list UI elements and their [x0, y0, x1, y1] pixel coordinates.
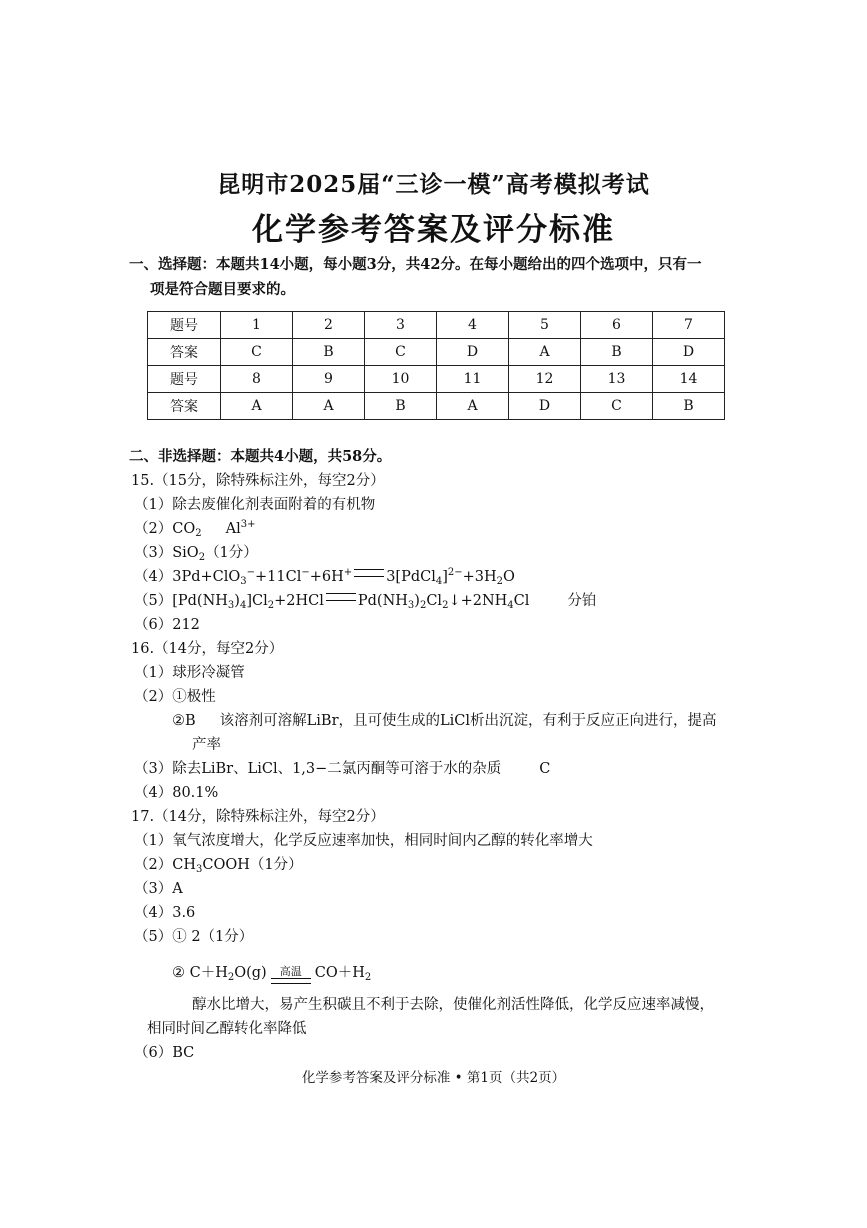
- eq-part: ): [234, 593, 240, 609]
- q15-answer-3: [134, 543, 258, 563]
- table-cell: 8: [221, 366, 293, 393]
- eq-sub: 2: [227, 972, 235, 983]
- table-row: [148, 339, 725, 366]
- q15-a3-suffix: （1分）: [205, 545, 258, 561]
- table-cell: A: [437, 393, 509, 420]
- document-title: 化学参考答案及评分标准: [252, 212, 615, 248]
- q17-answer-3: （3）A: [134, 881, 183, 897]
- eq-part: ]Cl: [246, 593, 268, 609]
- table-cell: A: [293, 393, 365, 420]
- eq-part: CO＋H: [314, 965, 365, 981]
- equals-sign: [326, 593, 356, 601]
- answer-table: [147, 311, 725, 420]
- eq-sub: 4: [507, 600, 514, 611]
- q16-answer-4: （4）80.1%: [134, 785, 219, 801]
- table-cell: 9: [293, 366, 365, 393]
- q16-answer-2b-cont: 产率: [192, 737, 221, 753]
- q17-answer-5c: 醇水比增大，易产生积碳且不利于去除，使催化剂活性降低，化学反应速率减慢，: [192, 997, 714, 1013]
- eq-sub: 4: [239, 600, 247, 611]
- q15-a2-prefix: （2）CO: [134, 521, 196, 537]
- formula-sub: 3: [195, 864, 203, 875]
- table-cell: 2: [293, 312, 365, 339]
- q15-a5-extra: 分铂: [567, 593, 597, 609]
- row-label-cell: 答案: [148, 339, 221, 366]
- section1-label: 一、选择题：本题共14小题，每小题3分，共42分。在每小题给出的四个选项中，只有一: [129, 256, 702, 273]
- eq-part: +3H: [462, 569, 497, 585]
- table-cell: A: [221, 393, 293, 420]
- eq-part: ): [414, 593, 420, 609]
- q17-answer-1: （1）氧气浓度增大，化学反应速率加快，相同时间内乙醇的转化率增大: [134, 833, 593, 849]
- q15-answer-2: [134, 519, 255, 539]
- table-cell: D: [437, 339, 509, 366]
- q17-heading: 17.（14分，除特殊标注外，每空2分）: [131, 809, 385, 825]
- table-cell: B: [581, 339, 653, 366]
- q15-a2-sub: 2: [195, 528, 202, 539]
- eq-part: O: [503, 569, 515, 585]
- q16-a2b-label: ②B: [172, 713, 196, 729]
- eq-sub: 3: [407, 600, 415, 611]
- q15-heading: 15.（15分，除特殊标注外，每空2分）: [131, 473, 385, 489]
- eq-sup: 2−: [447, 567, 463, 578]
- table-cell: 10: [365, 366, 437, 393]
- table-cell: C: [365, 339, 437, 366]
- table-cell: D: [653, 339, 725, 366]
- q15-answer-5-equation: [134, 591, 596, 611]
- q16-a3-text: （3）除去LiBr、LiCl、1,3−二氯丙酮等可溶于水的杂质: [134, 761, 502, 777]
- q15-answer-4-equation: [134, 567, 515, 587]
- row-label-cell: 答案: [148, 393, 221, 420]
- eq-sup: −: [246, 567, 256, 578]
- table-cell: 7: [653, 312, 725, 339]
- eq-sub: 2: [364, 972, 372, 983]
- table-cell: 12: [509, 366, 581, 393]
- q16-answer-2b: [172, 711, 717, 731]
- eq-part: O(g): [234, 965, 267, 981]
- table-cell: B: [365, 393, 437, 420]
- q16-heading: 16.（14分，每空2分）: [131, 641, 284, 657]
- eq-part: ② C＋H: [172, 965, 228, 981]
- table-cell: 14: [653, 366, 725, 393]
- equals-sign: [354, 569, 384, 577]
- q17-answer-2: [134, 855, 303, 875]
- table-cell: C: [581, 393, 653, 420]
- table-row: [148, 393, 725, 420]
- eq-part: +11Cl: [255, 569, 302, 585]
- equals-sign: [271, 978, 311, 984]
- eq-part: （4）3Pd+ClO: [134, 569, 241, 585]
- q15-a2-sup: 3+: [240, 519, 256, 530]
- eq-sub: 3: [227, 600, 235, 611]
- table-cell: 3: [365, 312, 437, 339]
- table-cell: D: [509, 393, 581, 420]
- q16-answer-1: （1）球形冷凝管: [134, 665, 245, 681]
- eq-part: 3[PdCl: [386, 569, 436, 585]
- table-cell: 11: [437, 366, 509, 393]
- eq-sub: 2: [267, 600, 275, 611]
- table-cell: C: [221, 339, 293, 366]
- q17-answer-5: （5）① 2（1分）: [134, 929, 254, 945]
- eq-sub: 2: [419, 600, 427, 611]
- eq-sub: 2: [442, 600, 449, 611]
- eq-part: （5）[Pd(NH: [134, 593, 228, 609]
- eq-part: ]: [442, 569, 448, 585]
- eq-part: Pd(NH: [357, 593, 408, 609]
- condition-text: 高温: [279, 965, 302, 978]
- eq-sup: +: [343, 567, 353, 578]
- q15-answer-6: （6）212: [134, 617, 200, 633]
- q16-answer-2: （2）①极性: [134, 689, 216, 705]
- table-row: [148, 312, 725, 339]
- row-label-cell: 题号: [148, 312, 221, 339]
- q15-a3-sub: 2: [198, 552, 206, 563]
- row-label-cell: 题号: [148, 366, 221, 393]
- eq-part: Cl: [513, 593, 530, 609]
- eq-sup: −: [301, 567, 310, 578]
- table-cell: A: [509, 339, 581, 366]
- q16-a2b-text: 该溶剂可溶解LiBr，且可使生成的LiCl析出沉淀，有利于反应正向进行，提高: [219, 713, 717, 729]
- table-cell: 13: [581, 366, 653, 393]
- q17-answer-5c-cont: 相同时间乙醇转化率降低: [147, 1021, 307, 1037]
- table-cell: 5: [509, 312, 581, 339]
- table-cell: 4: [437, 312, 509, 339]
- page-footer: 化学参考答案及评分标准 • 第1页（共2页）: [301, 1070, 566, 1086]
- eq-sub: 4: [435, 576, 443, 587]
- eq-part: Cl: [426, 593, 443, 609]
- table-cell: B: [293, 339, 365, 366]
- q15-a2-al: Al: [225, 521, 241, 537]
- eq-sub: 3: [240, 576, 247, 587]
- section1-continuation: 项是符合题目要求的。: [150, 281, 295, 298]
- q16-a3-answer: C: [539, 761, 551, 777]
- q17-answer-5b-equation: [172, 963, 371, 984]
- q17-answer-4: （4）3.6: [134, 905, 196, 921]
- table-cell: B: [653, 393, 725, 420]
- formula-part: （2）CH: [134, 857, 196, 873]
- q15-answer-1: （1）除去废催化剂表面附着的有机物: [134, 497, 376, 513]
- q17-answer-6: （6）BC: [134, 1045, 195, 1061]
- section2-heading: [129, 444, 751, 469]
- table-row: [148, 366, 725, 393]
- table-cell: 6: [581, 312, 653, 339]
- table-cell: 1: [221, 312, 293, 339]
- eq-part: +6H: [309, 569, 344, 585]
- reaction-condition: [271, 966, 311, 984]
- exam-title: 昆明市2025届“三诊一模”高考模拟考试: [217, 171, 650, 198]
- eq-sub: 2: [496, 576, 504, 587]
- q16-answer-3: [134, 759, 550, 779]
- section1-heading: [129, 252, 751, 302]
- section2-label: 二、非选择题：本题共4小题，共58分。: [129, 448, 392, 465]
- q15-a3-prefix: （3）SiO: [134, 545, 199, 561]
- eq-part: ↓+2NH: [448, 593, 508, 609]
- eq-part: +2HCl: [274, 593, 324, 609]
- formula-part: COOH（1分）: [202, 857, 303, 873]
